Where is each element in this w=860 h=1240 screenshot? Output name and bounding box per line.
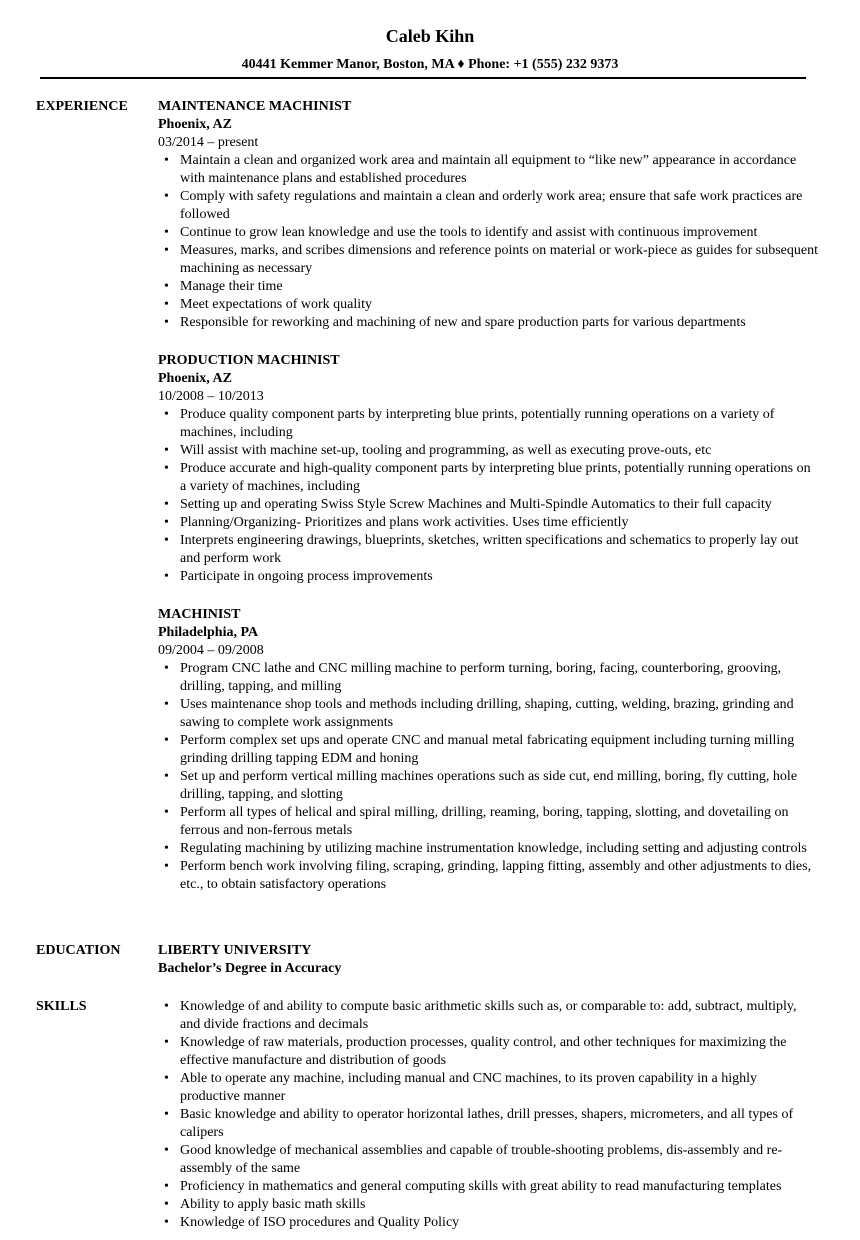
list-item: • Knowledge of and ability to compute basic arithmetic skills such as, or comparable to: add, subtract, multiply, and divide fractions and decimals xyxy=(180,998,818,1034)
job-title: MACHINIST xyxy=(158,607,241,622)
list-item: • Good knowledge of mechanical assemblies and capable of trouble-shooting problems, dis-assembly and re-assembly of the same xyxy=(180,1142,818,1178)
section-label-skills: SKILLS xyxy=(36,999,87,1014)
education-body xyxy=(158,942,818,978)
list-item: • Produce quality component parts by interpreting blue prints, potentially running operations on a variety of machines, including xyxy=(180,406,818,442)
list-item: • Set up and perform vertical milling machines operations such as side cut, end milling, boring, fly cutting, hole drilling, tapping, and slotting xyxy=(180,768,818,804)
skills-body xyxy=(158,998,818,1232)
list-item: • Proficiency in mathematics and general computing skills with great ability to read manufacturing templates xyxy=(180,1178,818,1196)
list-item: • Meet expectations of work quality xyxy=(180,296,818,314)
list-item: • Knowledge of raw materials, production processes, quality control, and other techniques for maximizing the effective manufacture and distribution of goods xyxy=(180,1034,818,1070)
skills-section xyxy=(36,998,826,1240)
job-dates: 03/2014 – present xyxy=(158,135,259,150)
list-item: • Continue to grow lean knowledge and use the tools to identify and assist with continuous improvement xyxy=(180,224,818,242)
list-item: • Measures, marks, and scribes dimensions and reference points on material or work-piece as guides for subsequent machining as necessary xyxy=(180,242,818,278)
education-section xyxy=(36,942,826,982)
list-item: • Produce accurate and high-quality component parts by interpreting blue prints, potentially running operations on a variety of machines, including xyxy=(180,460,818,496)
list-item: • Manage their time xyxy=(180,278,818,296)
job-dates: 09/2004 – 09/2008 xyxy=(158,643,264,658)
list-item: • Setting up and operating Swiss Style Screw Machines and Multi-Spindle Automatics to their full capacity xyxy=(180,496,818,514)
list-item: • Able to operate any machine, including manual and CNC machines, to its proven capability in a highly productive manner xyxy=(180,1070,818,1106)
job-title: MAINTENANCE MACHINIST xyxy=(158,99,352,114)
job-dates: 10/2008 – 10/2013 xyxy=(158,389,264,404)
degree-name: Bachelor’s Degree in Accuracy xyxy=(158,961,342,976)
resume-header xyxy=(0,24,860,74)
list-item: • Perform complex set ups and operate CNC and manual metal fabricating equipment including turning milling grinding drilling tapping EDM and honing xyxy=(180,732,818,768)
experience-section xyxy=(36,98,826,918)
job-location: Phoenix, AZ xyxy=(158,371,232,386)
job-entry xyxy=(158,352,818,586)
list-item: • Ability to apply basic math skills xyxy=(180,1196,818,1214)
section-label-education: EDUCATION xyxy=(36,943,121,958)
list-item: • Responsible for reworking and machining of new and spare production parts for various departments xyxy=(180,314,818,332)
skills-bullets xyxy=(158,998,818,1232)
contact-line: 40441 Kemmer Manor, Boston, MA ♦ Phone: +1 (555) 232 9373 xyxy=(241,57,619,72)
list-item: • Comply with safety regulations and maintain a clean and orderly work area; ensure that safe work practices are followed xyxy=(180,188,818,224)
list-item: • Regulating machining by utilizing machine instrumentation knowledge, including setting and adjusting controls xyxy=(180,840,818,858)
job-location: Philadelphia, PA xyxy=(158,625,259,640)
list-item: • Program CNC lathe and CNC milling machine to perform turning, boring, facing, counterboring, grooving, drilling, tapping, and milling xyxy=(180,660,818,696)
list-item: • Perform bench work involving filing, scraping, grinding, lapping fitting, assembly and other adjustments to dies, etc., to obtain satisfactory operations xyxy=(180,858,818,894)
list-item: • Perform all types of helical and spiral milling, drilling, reaming, boring, tapping, slotting, and dovetailing on ferrous and non-ferrous metals xyxy=(180,804,818,840)
list-item: • Participate in ongoing process improvements xyxy=(180,568,818,586)
section-label-experience: EXPERIENCE xyxy=(36,99,128,114)
job-bullets xyxy=(158,152,818,332)
list-item: • Planning/Organizing- Prioritizes and plans work activities. Uses time efficiently xyxy=(180,514,818,532)
experience-body xyxy=(158,98,818,914)
job-bullets xyxy=(158,406,818,586)
job-title: PRODUCTION MACHINIST xyxy=(158,353,340,368)
list-item: • Uses maintenance shop tools and methods including drilling, shaping, cutting, welding, brazing, grinding and sawing to complete work assignments xyxy=(180,696,818,732)
job-entry xyxy=(158,606,818,894)
candidate-name: Caleb Kihn xyxy=(385,26,475,46)
job-location: Phoenix, AZ xyxy=(158,117,232,132)
list-item: • Interprets engineering drawings, blueprints, sketches, written specifications and schematics to properly lay out and perform work xyxy=(180,532,818,568)
list-item: • Basic knowledge and ability to operator horizontal lathes, drill presses, shapers, micrometers, and all types of calipers xyxy=(180,1106,818,1142)
list-item: • Will assist with machine set-up, tooling and programming, as well as executing prove-outs, etc xyxy=(180,442,818,460)
header-divider xyxy=(40,77,806,79)
list-item: • Maintain a clean and organized work area and maintain all equipment to “like new” appearance in accordance with maintenance plans and established procedures xyxy=(180,152,818,188)
school-name: LIBERTY UNIVERSITY xyxy=(158,943,312,958)
job-bullets xyxy=(158,660,818,894)
list-item: • Knowledge of ISO procedures and Quality Policy xyxy=(180,1214,818,1232)
job-entry xyxy=(158,98,818,332)
